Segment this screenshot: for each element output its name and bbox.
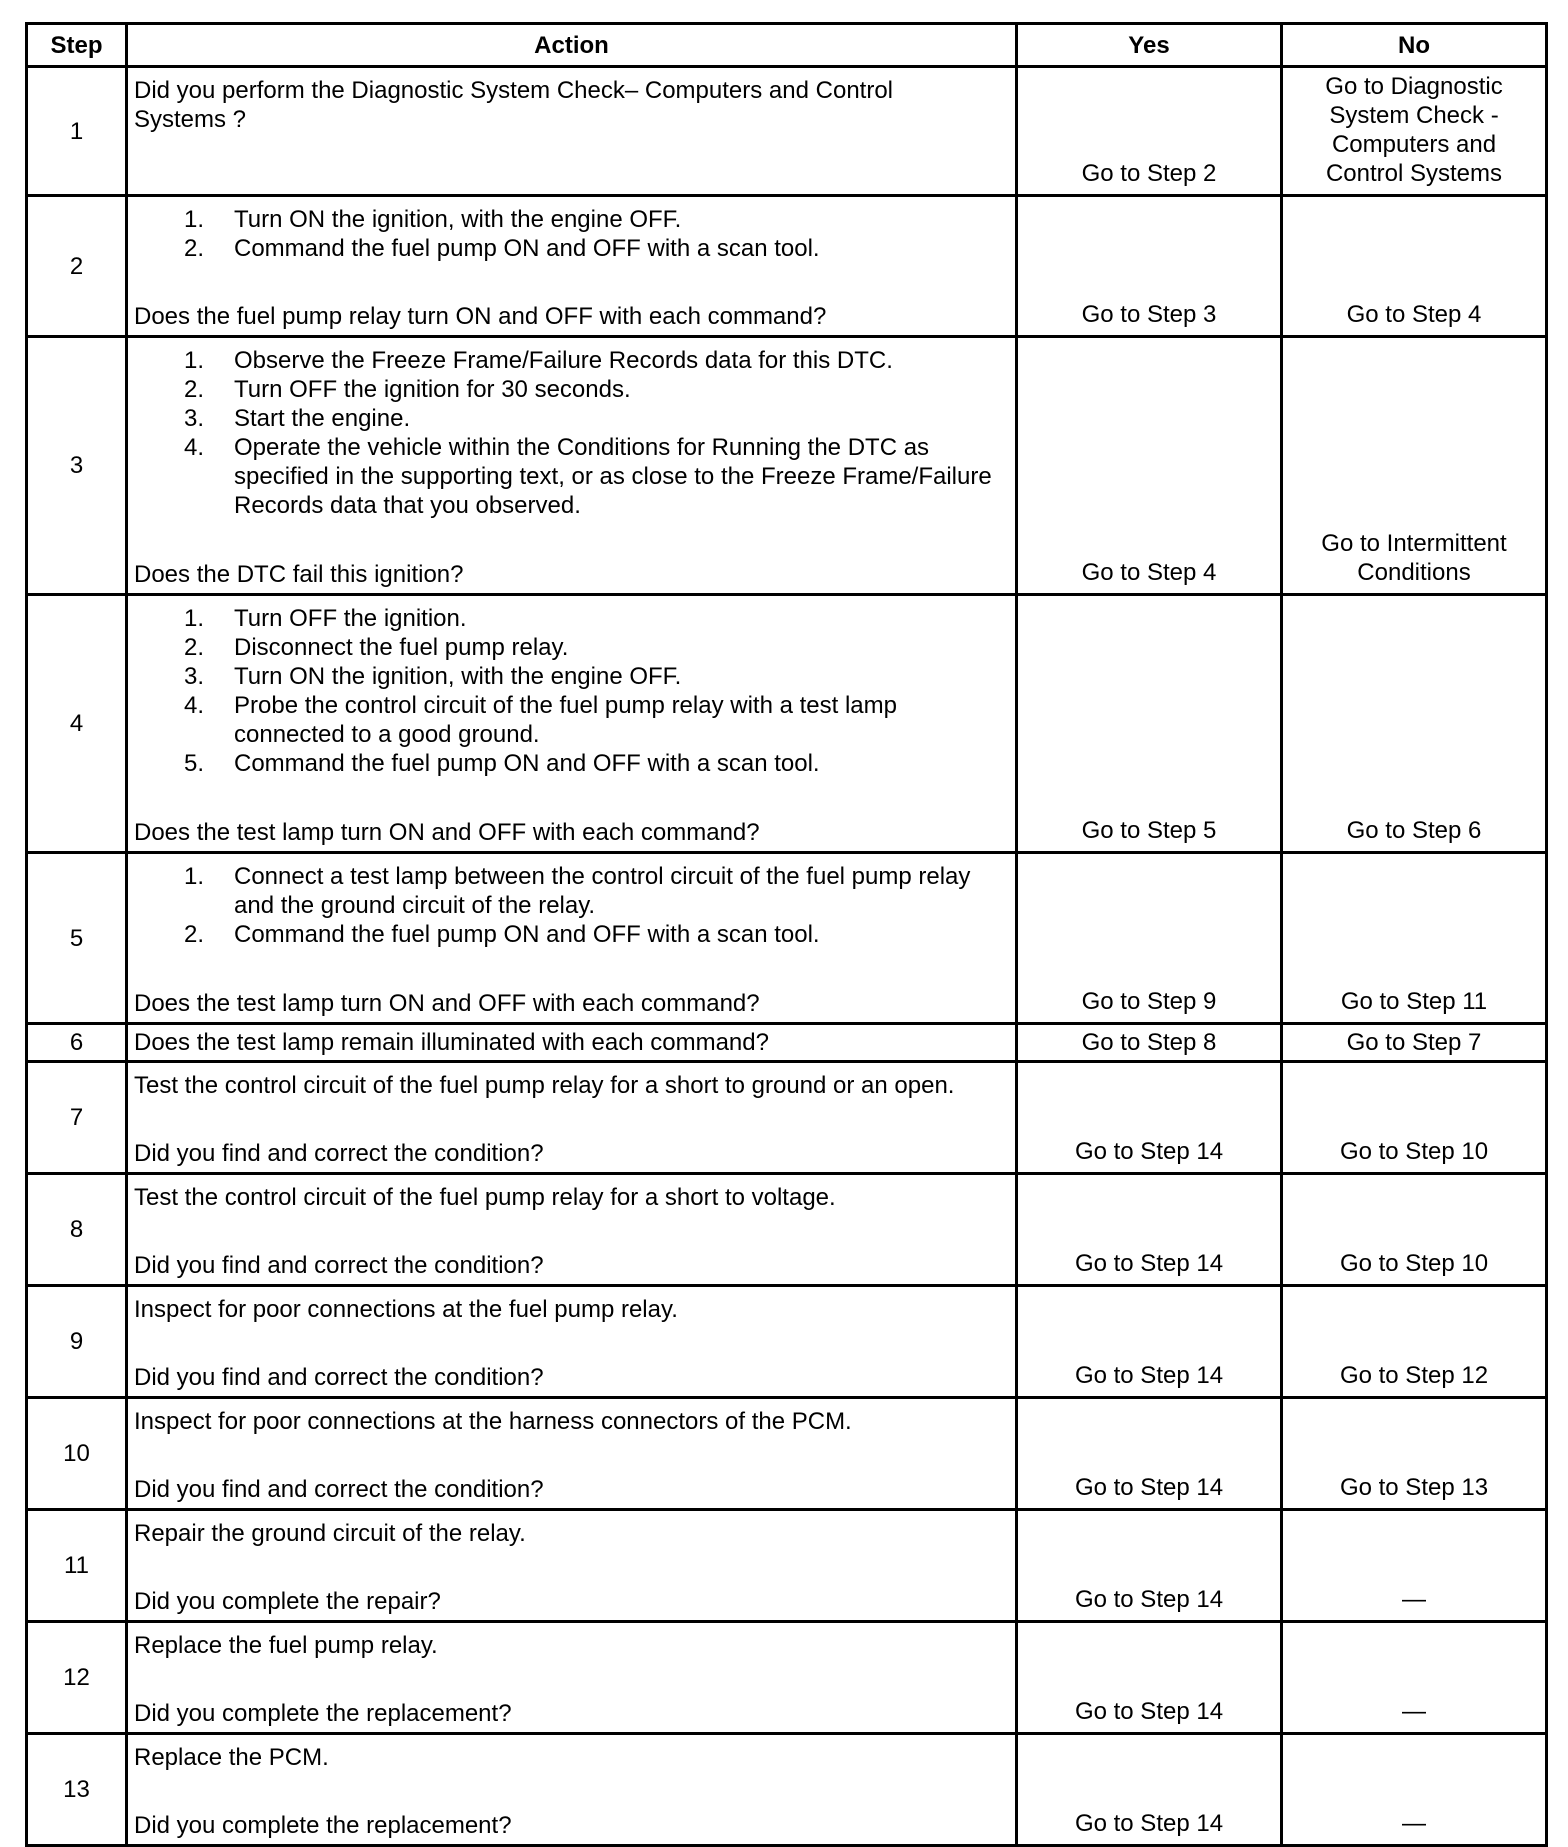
yes-outcome: Go to Step 8 [1017,1024,1282,1062]
action-step-item [184,749,1011,778]
action-step-text: Disconnect the fuel pump relay. [234,634,569,661]
step-number: 12 [27,1622,127,1734]
table-row [27,67,1547,196]
action-step-text: Command the fuel pump ON and OFF with a scan tool. [234,750,820,777]
action-intro: Repair the ground circuit of the relay. [134,1520,526,1547]
step-number: 11 [27,1510,127,1622]
action-question: Did you complete the replacement? [134,1812,512,1839]
step-number: 3 [27,337,127,595]
action-intro: Test the control circuit of the fuel pump relay for a short to ground or an open. [134,1072,955,1099]
step-number: 2 [27,196,127,337]
header-step: Step [27,24,127,67]
action-intro: Inspect for poor connections at the fuel pump relay. [134,1296,678,1323]
action-question: Did you find and correct the condition? [134,1252,544,1279]
action-step-number: 1. [184,206,205,233]
action-step-number: 2. [184,634,205,661]
action-step-number: 3. [184,405,205,432]
action-question: Did you find and correct the condition? [134,1364,544,1391]
action-intro: Replace the PCM. [134,1744,329,1771]
action-question: Did you find and correct the condition? [134,1140,544,1167]
action-step-number: 5. [184,750,205,777]
yes-outcome: Go to Step 9 [1017,853,1282,1024]
action-step-item [184,433,1011,520]
action-cell [127,1510,1017,1622]
step-number: 9 [27,1286,127,1398]
action-step-item [184,662,1011,691]
table-body [27,67,1547,1846]
action-step-item [184,633,1011,662]
header-yes: Yes [1017,24,1282,67]
action-question: Did you complete the repair? [134,1588,441,1615]
no-outcome: Go to Step 7 [1282,1024,1547,1062]
action-step-text: Turn ON the ignition, with the engine OFF. [234,663,682,690]
action-step-number: 1. [184,347,205,374]
step-number: 5 [27,853,127,1024]
action-step-item [184,862,1011,920]
action-step-item [184,691,1011,749]
action-step-text: Start the engine. [234,405,411,432]
no-outcome: — [1282,1510,1547,1622]
no-outcome: — [1282,1734,1547,1846]
action-step-text: Observe the Freeze Frame/Failure Records data for this DTC. [234,347,893,374]
step-number: 8 [27,1174,127,1286]
header-action: Action [127,24,1017,67]
action-step-text: Command the fuel pump ON and OFF with a scan tool. [234,921,820,948]
action-step-item [184,205,1011,234]
yes-outcome: Go to Step 14 [1017,1734,1282,1846]
action-step-text: Turn ON the ignition, with the engine OFF. [234,206,682,233]
action-cell [127,1622,1017,1734]
step-number: 1 [27,67,127,196]
action-cell [127,1062,1017,1174]
action-steps-list [134,346,1011,520]
yes-outcome: Go to Step 14 [1017,1062,1282,1174]
no-outcome: Go to Step 6 [1282,595,1547,853]
no-outcome: Go to Step 4 [1282,196,1547,337]
yes-outcome: Go to Step 2 [1017,67,1282,196]
no-outcome: Go to Intermittent Conditions [1282,337,1547,595]
action-step-item [184,375,1011,404]
no-outcome: Go to Step 11 [1282,853,1547,1024]
action-step-number: 2. [184,376,205,403]
action-intro: Test the control circuit of the fuel pump relay for a short to voltage. [134,1184,836,1211]
action-intro: Inspect for poor connections at the harness connectors of the PCM. [134,1408,852,1435]
action-step-number: 4. [184,692,205,719]
action-step-text: Command the fuel pump ON and OFF with a scan tool. [234,235,820,262]
action-question: Does the fuel pump relay turn ON and OFF with each command? [134,303,827,330]
action-cell [127,595,1017,853]
action-step-item [184,346,1011,375]
yes-outcome: Go to Step 5 [1017,595,1282,853]
table-row [27,1174,1547,1286]
action-step-item [184,604,1011,633]
action-cell [127,1398,1017,1510]
table-row [27,196,1547,337]
yes-outcome: Go to Step 4 [1017,337,1282,595]
yes-outcome: Go to Step 14 [1017,1622,1282,1734]
action-question: Did you complete the replacement? [134,1700,512,1727]
action-cell [127,1024,1017,1062]
action-steps-list [134,862,1011,949]
action-cell [127,1286,1017,1398]
action-cell [127,1734,1017,1846]
action-question: Did you find and correct the condition? [134,1476,544,1503]
action-step-text: Turn OFF the ignition for 30 seconds. [234,376,631,403]
no-outcome: Go to Step 10 [1282,1174,1547,1286]
table-row [27,1734,1547,1846]
action-step-text: Turn OFF the ignition. [234,605,467,632]
action-question: Does the test lamp turn ON and OFF with each command? [134,990,760,1017]
action-step-number: 2. [184,235,205,262]
yes-outcome: Go to Step 14 [1017,1398,1282,1510]
action-step-text: Operate the vehicle within the Conditions for Running the DTC as specified in the supporting text, or as close to the Freeze Frame/Failure Records data that you observed. [234,434,992,519]
yes-outcome: Go to Step 14 [1017,1286,1282,1398]
action-step-text: Connect a test lamp between the control circuit of the fuel pump relay and the ground circuit of the relay. [234,863,971,919]
no-outcome: Go to Step 12 [1282,1286,1547,1398]
table-row [27,1510,1547,1622]
table-row [27,853,1547,1024]
table-row [27,1062,1547,1174]
table-row [27,595,1547,853]
no-outcome: — [1282,1622,1547,1734]
no-outcome: Go to Step 13 [1282,1398,1547,1510]
action-question: Does the DTC fail this ignition? [134,561,464,588]
action-steps-list [134,604,1011,778]
table-row [27,1622,1547,1734]
diagnostic-table-container [25,22,1545,1847]
step-number: 13 [27,1734,127,1846]
action-step-number: 1. [184,605,205,632]
action-step-number: 3. [184,663,205,690]
table-row [27,337,1547,595]
no-outcome: Go to Diagnostic System Check - Computers and Control Systems [1282,67,1547,196]
no-outcome: Go to Step 10 [1282,1062,1547,1174]
action-cell [127,337,1017,595]
action-cell [127,196,1017,337]
table-row [27,1286,1547,1398]
yes-outcome: Go to Step 14 [1017,1510,1282,1622]
action-cell [127,853,1017,1024]
action-intro: Did you perform the Diagnostic System Check– Computers and Control Systems ? [134,77,893,133]
action-step-item [184,234,1011,263]
action-step-item [184,920,1011,949]
action-intro: Replace the fuel pump relay. [134,1632,438,1659]
action-step-number: 4. [184,434,205,461]
yes-outcome: Go to Step 14 [1017,1174,1282,1286]
step-number: 6 [27,1024,127,1062]
step-number: 10 [27,1398,127,1510]
action-question: Does the test lamp turn ON and OFF with each command? [134,819,760,846]
step-number: 4 [27,595,127,853]
step-number: 7 [27,1062,127,1174]
action-cell [127,1174,1017,1286]
action-step-item [184,404,1011,433]
action-steps-list [134,205,1011,263]
header-no: No [1282,24,1547,67]
header-row [27,24,1547,67]
action-question: Does the test lamp remain illuminated with each command? [134,1029,769,1056]
action-step-text: Probe the control circuit of the fuel pump relay with a test lamp connected to a good ground. [234,692,897,748]
diagnostic-table [25,22,1548,1847]
table-row [27,1398,1547,1510]
yes-outcome: Go to Step 3 [1017,196,1282,337]
action-cell [127,67,1017,196]
table-row [27,1024,1547,1062]
action-step-number: 1. [184,863,205,890]
action-step-number: 2. [184,921,205,948]
